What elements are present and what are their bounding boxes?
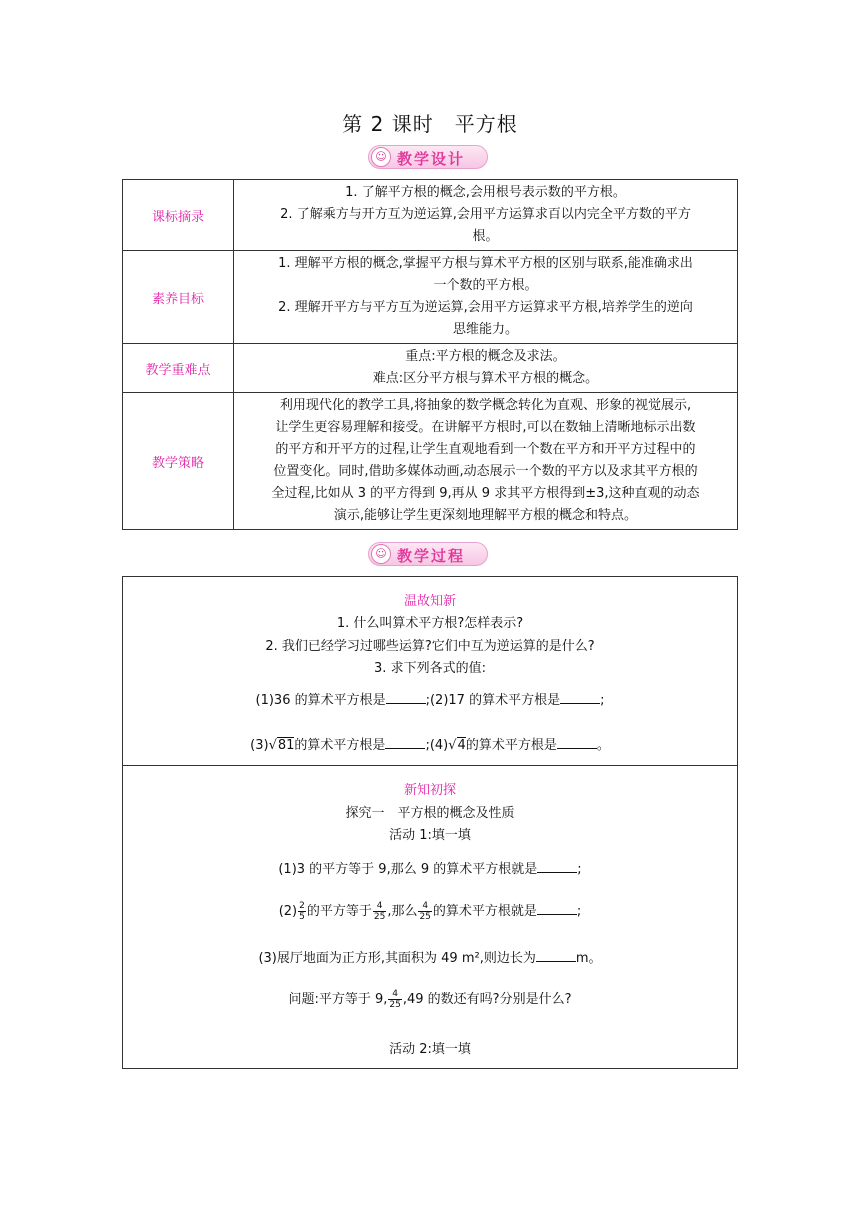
review-box [122,576,738,766]
answer-blank[interactable] [557,736,597,749]
review-question-2: 2. 我们已经学习过哪些运算?它们中互为逆运算的是什么? [265,639,595,654]
design-table [122,179,738,530]
answer-blank[interactable] [536,949,576,962]
activity-question: 问题:平方等于 9, $\frac{4}{25}$ ,49 的数还有吗?分别是什么? [288,989,572,1010]
section-badge-process: ☺ 教学过程 [368,542,488,566]
activity-item-1: (1)3 的平方等于 9,那么 9 的算术平方根就是 ; [278,862,582,877]
explore-subheading: 探究一 平方根的概念及性质 [345,806,515,821]
review-line-1: (1)36 的算术平方根是 ;(2)17 的算术平方根是 ; [255,693,605,708]
fraction: $\frac{4}{25}$ [419,901,431,922]
activity-item-2: (2) $\frac{2}{5}$ 的平方等于 $\frac{4}{25}$ ,那么 $\frac{4}{25}$ 的算术平方根就是 ; [278,901,582,922]
answer-blank[interactable] [537,902,577,915]
fraction: $\frac{4}{25}$ [373,901,386,922]
review-heading: 温故知新 [403,594,456,609]
row-label: 课标摘录 [123,180,234,251]
explore-box [122,765,738,1069]
row-content: 重点:平方根的概念及求法。 难点:区分平方根与算术平方根的概念。 [234,344,738,393]
activity-1-label: 活动 1:填一填 [389,828,471,843]
review-question-3: 3. 求下列各式的值: [374,661,486,676]
review-line-2: (3)√81的算术平方根是 ;(4)√4的算术平方根是 。 [250,738,610,753]
row-content: 1. 理解平方根的概念,掌握平方根与算术平方根的区别与联系,能准确求出 一个数的平方根。 2. 理解开平方与平方互为逆运算,会用平方运算求平方根,培养学生的逆向 思维能力。 [234,251,738,344]
activity-2-label: 活动 2:填一填 [389,1042,471,1057]
sqrt-icon: √ [448,738,457,753]
badge-icon: ☺ [371,544,391,564]
activity-item-3: (3)展厅地面为正方形,其面积为 49 m²,则边长为 m。 [258,951,602,966]
table-row [123,344,738,393]
answer-blank[interactable] [386,691,426,704]
row-label: 教学策略 [123,393,234,530]
table-row [123,393,738,530]
answer-blank[interactable] [385,736,425,749]
badge-icon: ☺ [371,147,391,167]
answer-blank[interactable] [560,691,600,704]
row-label: 素养目标 [123,251,234,344]
explore-heading: 新知初探 [403,783,456,798]
answer-blank[interactable] [537,860,577,873]
sqrt-icon: √ [268,738,277,753]
table-row [123,180,738,251]
fraction: $\frac{4}{25}$ [389,989,401,1010]
page-title: 第 2 课时 平方根 [342,112,518,136]
review-question-1: 1. 什么叫算术平方根?怎样表示? [336,616,524,631]
section-badge-design: ☺ 教学设计 [368,145,488,169]
row-label: 教学重难点 [123,344,234,393]
table-row [123,251,738,344]
fraction: $\frac{2}{5}$ [299,901,305,922]
row-content: 利用现代化的教学工具,将抽象的数学概念转化为直观、形象的视觉展示, 让学生更容易理解和接受。在讲解平方根时,可以在数轴上清晰地标示出数 的平方和开平方的过程,让学生直观地看到一个数在平方和开平方过程中的 位置变化。同时,借助多媒体动画,动态展示一个数的平方以及求其平方根的 全过程,比如从 3 的平方得到 9,再从 9 求其平方根得到±3,这种直观的动态 演示,能够让学生更深刻地理解平方根的概念和特点。 [234,393,738,530]
row-content: 1. 了解平方根的概念,会用根号表示数的平方根。 2. 了解乘方与开方互为逆运算,会用平方运算求百以内完全平方数的平方 根。 [234,180,738,251]
